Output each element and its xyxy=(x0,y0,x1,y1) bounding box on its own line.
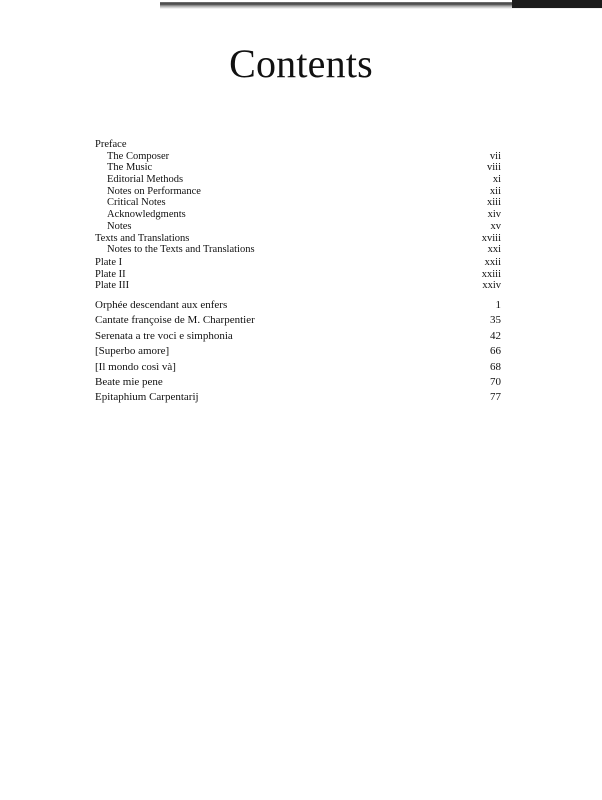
work-entry xyxy=(95,313,501,328)
toc-entry-label: Plate III xyxy=(95,280,130,292)
work-entry xyxy=(95,298,501,313)
work-entry-title: Cantate françoise de M. Charpentier xyxy=(95,314,255,327)
work-entry-page: 66 xyxy=(490,345,501,358)
toc-entry-label: Texts and Translations xyxy=(95,232,190,244)
toc-entry xyxy=(95,221,501,233)
toc-entry-page: xviii xyxy=(481,232,501,244)
toc-entry-label: The Music xyxy=(107,162,153,174)
toc-entry xyxy=(95,186,501,198)
toc-entry-label: Plate I xyxy=(95,256,123,268)
work-entry-page: 1 xyxy=(495,299,501,311)
toc-entry-label: Editorial Methods xyxy=(107,174,184,186)
toc-entry-page: vii xyxy=(489,150,501,162)
toc-entry-label: Acknowledgments xyxy=(107,209,186,221)
toc-entry-label: Plate II xyxy=(95,268,126,280)
toc-entry-page: xxiv xyxy=(482,280,501,292)
toc-entry xyxy=(95,151,501,163)
work-entry xyxy=(95,390,501,405)
toc-entry xyxy=(95,139,501,151)
work-entry-page: 35 xyxy=(490,314,501,327)
toc-entry-label: Critical Notes xyxy=(107,197,166,209)
toc-entry-page: xv xyxy=(490,220,501,232)
toc-entry-label: Notes to the Texts and Translations xyxy=(107,244,255,256)
toc-entry-page: xi xyxy=(492,174,501,186)
work-entry-page: 77 xyxy=(490,391,501,404)
toc-entry-label: The Composer xyxy=(107,150,170,162)
work-entry xyxy=(95,360,501,375)
toc-entry xyxy=(95,162,501,174)
work-entry xyxy=(95,344,501,359)
toc-entry-label: Notes on Performance xyxy=(107,185,201,197)
front-matter-list xyxy=(95,139,501,292)
toc-entry xyxy=(95,174,501,186)
toc-entry-page: xxii xyxy=(484,256,501,268)
work-entry xyxy=(95,329,501,344)
toc-entry-page: xxiii xyxy=(481,268,501,280)
work-entry-title: Beate mie pene xyxy=(95,375,163,388)
toc-entry-page: viii xyxy=(486,162,501,174)
toc-entry-page: xii xyxy=(489,185,501,197)
page-title: Contents xyxy=(229,41,373,86)
toc-entry-page: xiii xyxy=(486,197,501,209)
toc-entry-page: xiv xyxy=(487,209,501,221)
work-entry-page: 70 xyxy=(490,375,501,388)
work-entry-title: [Superbo amore] xyxy=(95,345,170,358)
work-entry-page: 68 xyxy=(490,360,501,373)
work-entry-page: 42 xyxy=(490,329,501,342)
toc-entry xyxy=(95,197,501,209)
work-entry-title: Epitaphium Carpentarij xyxy=(95,391,199,404)
toc-entry-label: Preface xyxy=(95,139,127,150)
toc-entry xyxy=(95,244,501,256)
toc-entry xyxy=(95,269,501,281)
work-entry-title: Serenata a tre voci e simphonia xyxy=(95,329,233,342)
toc-entry-page: xxi xyxy=(487,244,501,256)
toc-entry-label: Notes xyxy=(107,220,132,232)
work-entry-title: [Il mondo così và] xyxy=(95,360,176,373)
toc-entry xyxy=(95,280,501,292)
toc-entry xyxy=(95,233,501,245)
work-entry-title: Orphée descendant aux enfers xyxy=(95,299,228,311)
scan-edge-dark-artifact xyxy=(512,0,602,8)
toc-entry xyxy=(95,257,501,269)
works-list xyxy=(95,298,501,406)
work-entry xyxy=(95,375,501,390)
toc-entry xyxy=(95,209,501,221)
